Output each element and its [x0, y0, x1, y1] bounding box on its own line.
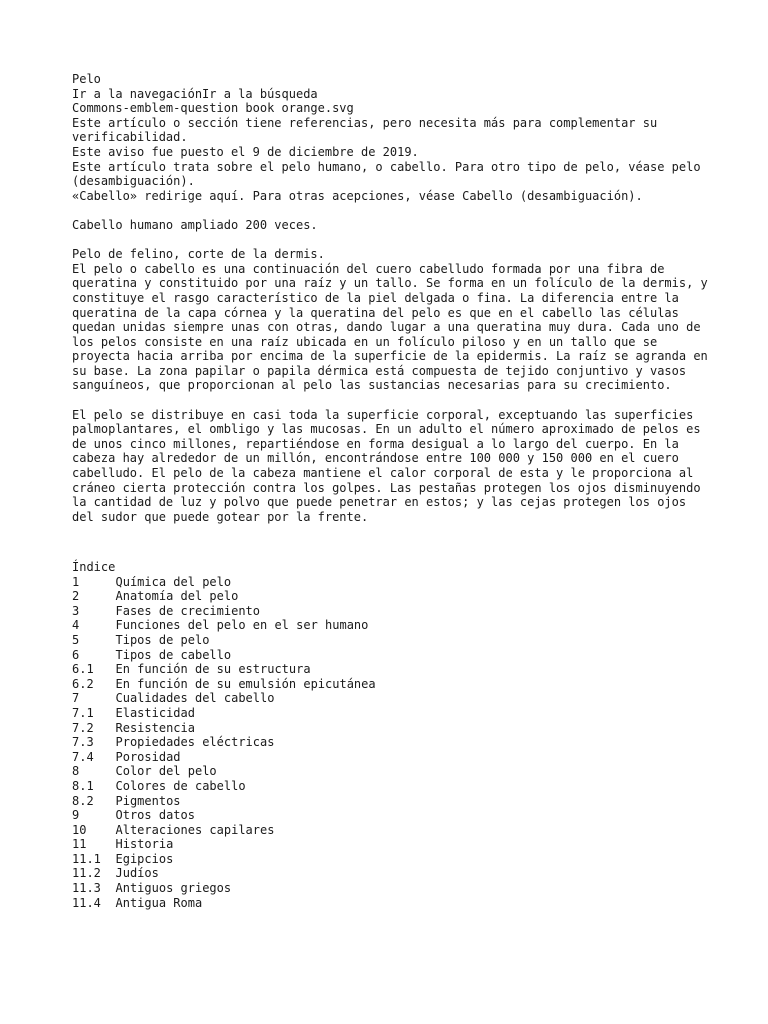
toc-item-number: 7 — [72, 691, 80, 706]
toc-item-number: 7.2 — [72, 720, 94, 735]
toc-item-label[interactable]: Judíos — [115, 866, 159, 881]
toc-item-number: 6.1 — [72, 662, 94, 677]
toc-item-number: 11.4 — [72, 895, 101, 910]
toc-heading: Índice — [72, 560, 116, 574]
notice-date: Este aviso fue puesto el 9 de diciembre de 2019. — [72, 144, 419, 159]
references-notice: Este artículo o sección tiene referencias, pero necesita más para complementar su verificabilidad. — [72, 115, 665, 145]
toc-item-number: 6.2 — [72, 676, 94, 691]
toc-item-label[interactable]: Fases de crecimiento — [115, 603, 260, 618]
disambiguation-note: Este artículo trata sobre el pelo humano, o cabello. Para otro tipo de pelo, véase pelo (desambiguación). — [72, 159, 708, 189]
toc-item[interactable] — [72, 721, 712, 736]
toc-item[interactable] — [72, 604, 712, 619]
body-paragraph-definition: El pelo o cabello es una continuación del cuero cabelludo formada por una fibra de queratina y constituido por una raíz y un tallo. Se forma en un folículo de la dermis, y constituye el rasgo característico de la piel delgada o fina. La diferencia entre la queratina de la capa córnea y la queratina del pelo es que en el cabello las células quedan unidas siempre unas con otras, dando lugar a una queratina muy dura. Cada uno de los pelos consiste en una raíz ubicada en un folículo piloso y en un tallo que se proyecta hacia arriba por encima de la superficie de la epidermis. La raíz se agranda en su base. La zona papilar o papila dérmica está compuesta de tejido conjuntivo y vasos sanguíneos, que proporcionan al pelo las sustancias necesarias para su crecimiento. — [72, 261, 708, 393]
toc-item-number: 9 — [72, 808, 80, 823]
toc-item-label[interactable]: Química del pelo — [115, 574, 232, 589]
toc-item-label[interactable]: Tipos de cabello — [115, 647, 232, 662]
page-title: Pelo — [72, 72, 101, 86]
image-caption-feline: Pelo de felino, corte de la dermis. — [72, 247, 325, 262]
toc-item-number: 11.2 — [72, 866, 101, 881]
toc-item-label[interactable]: Color del pelo — [115, 764, 217, 779]
toc-item[interactable] — [72, 677, 712, 692]
toc-item-number: 4 — [72, 618, 80, 633]
toc-item-number: 8 — [72, 764, 80, 779]
toc-item[interactable] — [72, 662, 712, 677]
toc-item[interactable] — [72, 808, 712, 823]
toc-item-label[interactable]: Colores de cabello — [115, 778, 246, 793]
body-paragraph-distribution: El pelo se distribuye en casi toda la superficie corporal, exceptuando las superficies palmoplantares, el ombligo y las mucosas. En un adulto el número aproximado de pelos es de unos cinco millones, repartiéndose en forma desigual a lo largo del cuerpo. En la cabeza hay alrededor de un millón, encontrándose entre 100 000 y 150 000 en el cuero cabelludo. El pelo de la cabeza mantiene el calor corporal de esta y le proporciona al cráneo cierta protección contra los golpes. Las pestañas protegen los ojos disminuyendo la cantidad de luz y polvo que puede penetrar en estos; y las cejas protegen los ojos del sudor que puede gotear por la frente. — [72, 407, 701, 524]
toc-item-label[interactable]: Cualidades del cabello — [115, 691, 275, 706]
skip-links[interactable]: Ir a la navegaciónIr a la búsqueda — [72, 86, 318, 101]
toc-item[interactable] — [72, 881, 712, 896]
toc-item[interactable] — [72, 896, 712, 911]
toc-item-label[interactable]: Tipos de pelo — [115, 632, 210, 647]
toc-item[interactable] — [72, 648, 712, 663]
toc-item[interactable] — [72, 852, 712, 867]
toc-item-number: 11 — [72, 837, 87, 852]
toc-item-label[interactable]: Funciones del pelo en el ser humano — [115, 618, 369, 633]
redirect-note: «Cabello» redirige aquí. Para otras acepciones, véase Cabello (desambiguación). — [72, 188, 643, 203]
toc-item[interactable] — [72, 691, 712, 706]
toc-item-label[interactable]: Historia — [115, 837, 174, 852]
spacer — [72, 539, 712, 560]
toc-item[interactable] — [72, 589, 712, 604]
toc-item-label[interactable]: Alteraciones capilares — [115, 822, 275, 837]
toc-item-label[interactable]: Propiedades eléctricas — [115, 735, 275, 750]
toc-item[interactable] — [72, 735, 712, 750]
spacer — [72, 203, 712, 218]
toc-item-label[interactable]: Porosidad — [115, 749, 181, 764]
spacer — [72, 233, 712, 248]
toc-item[interactable] — [72, 764, 712, 779]
toc-item-number: 7.3 — [72, 735, 94, 750]
toc-item-label[interactable]: Elasticidad — [115, 705, 195, 720]
table-of-contents — [72, 560, 712, 910]
toc-item-number: 3 — [72, 603, 80, 618]
toc-item[interactable] — [72, 779, 712, 794]
toc-item-number: 7.4 — [72, 749, 94, 764]
toc-item-number: 8.1 — [72, 778, 94, 793]
toc-item[interactable] — [72, 633, 712, 648]
toc-item-label[interactable]: Egipcios — [115, 851, 174, 866]
image-caption-hair: Cabello humano ampliado 200 veces. — [72, 217, 318, 232]
toc-item-label[interactable]: Otros datos — [115, 808, 195, 823]
toc-item-number: 11.1 — [72, 851, 101, 866]
toc-item[interactable] — [72, 866, 712, 881]
toc-item-label[interactable]: En función de su emulsión epicutánea — [115, 676, 376, 691]
toc-item-label[interactable]: Anatomía del pelo — [115, 589, 239, 604]
toc-item-number: 8.2 — [72, 793, 94, 808]
toc-item-label[interactable]: Antigua Roma — [115, 895, 203, 910]
toc-item-label[interactable]: Antiguos griegos — [115, 881, 232, 896]
toc-item-number: 2 — [72, 589, 80, 604]
toc-item-number: 10 — [72, 822, 87, 837]
toc-item-number: 7.1 — [72, 705, 94, 720]
toc-item[interactable] — [72, 618, 712, 633]
toc-item[interactable] — [72, 823, 712, 838]
document-page — [72, 72, 712, 910]
toc-list — [72, 575, 712, 911]
toc-item[interactable] — [72, 794, 712, 809]
toc-item[interactable] — [72, 706, 712, 721]
emblem-filename: Commons-emblem-question book orange.svg — [72, 101, 354, 116]
toc-item[interactable] — [72, 837, 712, 852]
toc-item-label[interactable]: Resistencia — [115, 720, 195, 735]
toc-item[interactable] — [72, 750, 712, 765]
toc-item-label[interactable]: En función de su estructura — [115, 662, 311, 677]
toc-item-number: 1 — [72, 574, 80, 589]
toc-item-number: 5 — [72, 632, 80, 647]
toc-item-number: 11.3 — [72, 881, 101, 896]
toc-item[interactable] — [72, 575, 712, 590]
toc-item-label[interactable]: Pigmentos — [115, 793, 181, 808]
toc-item-number: 6 — [72, 647, 80, 662]
